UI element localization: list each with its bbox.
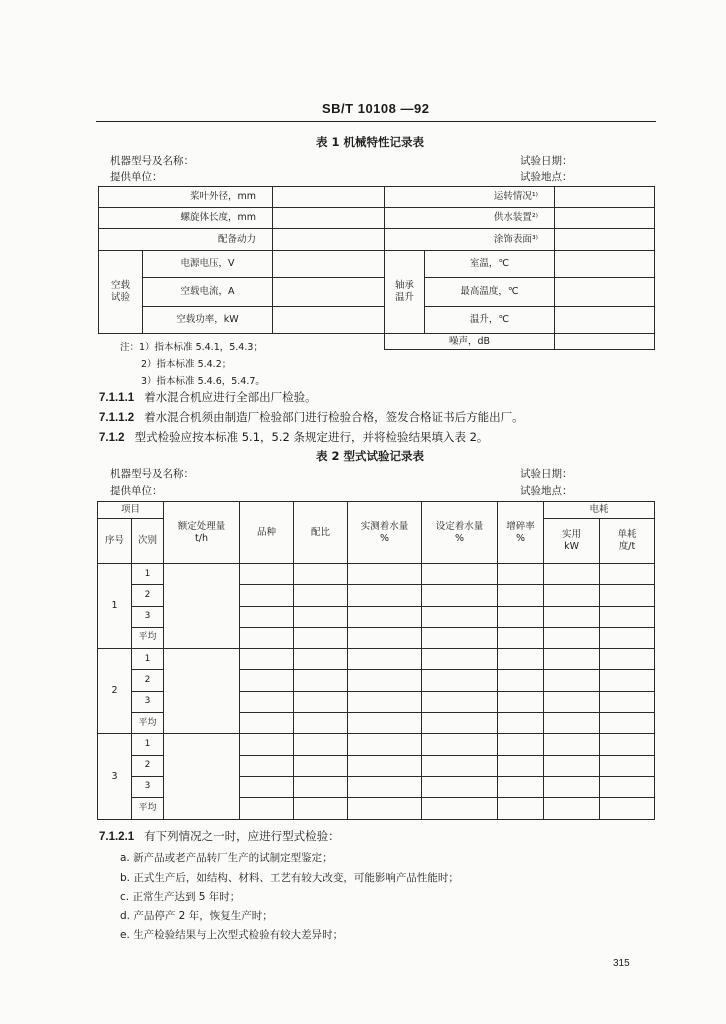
t2-data-cell[interactable] xyxy=(544,564,600,585)
t1-max-temp-label: 最高温度，℃ xyxy=(425,278,555,307)
t2-trial-cell: 2 xyxy=(132,585,164,606)
t2-breakage-unit: % xyxy=(516,532,526,544)
clause-7121-item-e: e. 生产检验结果与上次型式检验有较大差异时； xyxy=(120,929,344,941)
table1-note-3: 3）指本标准 5.4.6，5.4.7。 xyxy=(141,376,265,387)
t1-voltage-value[interactable] xyxy=(273,251,385,278)
table2-type-test-record xyxy=(97,501,655,820)
table1-date-label: 试验日期： xyxy=(520,155,573,167)
t2-trial-cell: 3 xyxy=(132,691,164,712)
t2-data-cell[interactable] xyxy=(544,670,600,691)
t2-data-cell[interactable] xyxy=(422,734,498,755)
t2-data-cell[interactable] xyxy=(498,798,544,819)
table-row xyxy=(98,649,655,670)
t2-data-cell[interactable] xyxy=(294,776,348,797)
clause-7121 xyxy=(99,828,340,844)
t2-breakage-header xyxy=(498,502,544,564)
clause-7112 xyxy=(99,409,524,425)
t2-trial-cell: 平均 xyxy=(132,713,164,734)
t2-breakage-label: 增碎率 xyxy=(506,520,535,532)
t2-data-cell[interactable] xyxy=(498,627,544,648)
t2-data-cell[interactable] xyxy=(544,691,600,712)
t2-data-cell[interactable] xyxy=(422,755,498,776)
t2-trial-cell: 平均 xyxy=(132,798,164,819)
t2-data-cell[interactable] xyxy=(294,755,348,776)
t2-data-cell[interactable] xyxy=(294,691,348,712)
t2-trial-cell: 3 xyxy=(132,606,164,627)
t2-data-cell[interactable] xyxy=(294,564,348,585)
t2-data-cell[interactable] xyxy=(294,713,348,734)
t2-rated-capacity-cell[interactable] xyxy=(164,564,240,649)
clause-712-text: 型式检验应按本标准 5.1，5.2 条规定进行，并将检验结果填入表 2。 xyxy=(134,430,489,444)
t1-noload-group: 空载试验 xyxy=(99,251,143,334)
t2-data-cell[interactable] xyxy=(240,585,294,606)
t1-current-value[interactable] xyxy=(273,278,385,307)
t1-noload-power-value[interactable] xyxy=(273,307,385,334)
t2-data-cell[interactable] xyxy=(544,755,600,776)
table1-model-label: 机器型号及名称： xyxy=(110,155,194,167)
t2-set-water-label: 设定着水量 xyxy=(435,520,484,532)
clause-7121-item-a: a. 新产品或老产品转厂生产的试制定型鉴定； xyxy=(120,852,333,864)
t2-seq-cell: 2 xyxy=(98,649,132,734)
t2-data-cell[interactable] xyxy=(240,691,294,712)
t2-data-cell[interactable] xyxy=(348,734,422,755)
t2-data-cell[interactable] xyxy=(498,691,544,712)
t2-actual-use-header xyxy=(544,519,600,564)
t1-water-device-label: 供水装置²⁾ xyxy=(385,208,555,229)
t1-running-value[interactable] xyxy=(555,187,655,208)
t2-data-cell[interactable] xyxy=(544,734,600,755)
t2-seq-cell: 3 xyxy=(98,734,132,819)
table2-supplier-label: 提供单位： xyxy=(110,485,163,497)
t2-data-cell[interactable] xyxy=(294,798,348,819)
t2-data-cell[interactable] xyxy=(294,670,348,691)
table1-place-label: 试验地点： xyxy=(520,171,573,183)
t2-ratio-header: 配比 xyxy=(294,502,348,564)
t1-room-temp-label: 室温，℃ xyxy=(425,251,555,278)
table1-note-2: 2）指本标准 5.4.2； xyxy=(141,359,232,370)
page-number: 315 xyxy=(613,958,630,969)
t2-data-cell[interactable] xyxy=(348,627,422,648)
t2-data-cell[interactable] xyxy=(422,670,498,691)
table1-title: 表 1 机械特性记录表 xyxy=(316,135,425,149)
t2-data-cell[interactable] xyxy=(348,713,422,734)
t1-running-label: 运转情况¹⁾ xyxy=(385,187,555,208)
t2-data-cell[interactable] xyxy=(240,734,294,755)
t2-data-cell[interactable] xyxy=(600,670,655,691)
clause-7112-num: 7.1.1.2 xyxy=(99,412,135,424)
t2-data-cell[interactable] xyxy=(348,691,422,712)
t2-data-cell[interactable] xyxy=(240,755,294,776)
t2-data-cell[interactable] xyxy=(294,606,348,627)
t2-data-cell[interactable] xyxy=(240,627,294,648)
t2-trial-cell: 1 xyxy=(132,564,164,585)
t1-coating-label: 涂饰表面³⁾ xyxy=(385,229,555,251)
t1-temp-rise-label: 温升，℃ xyxy=(425,307,555,334)
t2-trial-header: 次别 xyxy=(132,519,164,564)
t1-voltage-label: 电源电压，V xyxy=(143,251,273,278)
clause-7111-text: 着水混合机应进行全部出厂检验。 xyxy=(144,390,317,404)
t1-coating-value[interactable] xyxy=(555,229,655,251)
clause-7121-num: 7.1.2.1 xyxy=(99,831,135,843)
t1-spiral-value[interactable] xyxy=(273,208,385,229)
t2-data-cell[interactable] xyxy=(240,670,294,691)
t2-body xyxy=(98,564,655,820)
t2-actual-use-label: 实用 xyxy=(562,529,582,541)
t2-unit-consumption-unit: 度/t xyxy=(618,541,636,552)
t2-trial-cell: 2 xyxy=(132,755,164,776)
t2-measured-water-unit: % xyxy=(380,532,390,544)
t2-data-cell[interactable] xyxy=(422,713,498,734)
t2-data-cell[interactable] xyxy=(600,606,655,627)
t2-data-cell[interactable] xyxy=(348,564,422,585)
table-row xyxy=(98,564,655,585)
t2-data-cell[interactable] xyxy=(600,798,655,819)
t2-data-cell[interactable] xyxy=(348,649,422,670)
table1-note-1: 注：1）指本标准 5.4.1，5.4.3； xyxy=(120,342,263,353)
t2-rated-capacity-unit: t/h xyxy=(195,532,208,544)
t2-data-cell[interactable] xyxy=(294,649,348,670)
t2-data-cell[interactable] xyxy=(240,798,294,819)
t2-set-water-unit: % xyxy=(455,532,465,544)
t2-data-cell[interactable] xyxy=(240,649,294,670)
table2-date-label: 试验日期： xyxy=(520,468,573,480)
t2-measured-water-header xyxy=(348,502,422,564)
t2-trial-cell: 3 xyxy=(132,776,164,797)
t2-rated-capacity-header xyxy=(164,502,240,564)
t2-data-cell[interactable] xyxy=(240,776,294,797)
t2-data-cell[interactable] xyxy=(544,713,600,734)
t2-data-cell[interactable] xyxy=(600,564,655,585)
t2-data-cell[interactable] xyxy=(348,755,422,776)
t2-data-cell[interactable] xyxy=(544,649,600,670)
t1-noise-label: 噪声，dB xyxy=(385,334,555,350)
t1-water-device-value[interactable] xyxy=(555,208,655,229)
t2-data-cell[interactable] xyxy=(544,627,600,648)
t2-data-cell[interactable] xyxy=(498,755,544,776)
t1-power-value[interactable] xyxy=(273,229,385,251)
t2-data-cell[interactable] xyxy=(600,755,655,776)
t2-data-cell[interactable] xyxy=(422,649,498,670)
table-row xyxy=(98,734,655,755)
t2-data-cell[interactable] xyxy=(422,776,498,797)
table1-supplier-label: 提供单位： xyxy=(110,171,163,183)
t2-data-cell[interactable] xyxy=(348,606,422,627)
clause-7121-text: 有下列情况之一时，应进行型式检验： xyxy=(144,829,340,843)
t2-data-cell[interactable] xyxy=(422,627,498,648)
t1-noise-value[interactable] xyxy=(555,334,655,350)
t2-data-cell[interactable] xyxy=(498,606,544,627)
t2-data-cell[interactable] xyxy=(498,670,544,691)
t2-data-cell[interactable] xyxy=(498,713,544,734)
t2-data-cell[interactable] xyxy=(240,713,294,734)
t1-spiral-label: 螺旋体长度，mm xyxy=(99,208,273,229)
t2-data-cell[interactable] xyxy=(422,691,498,712)
t1-max-temp-value[interactable] xyxy=(555,278,655,307)
clause-712-num: 7.1.2 xyxy=(99,432,125,444)
clause-7121-item-c: c. 正常生产达到 5 年时； xyxy=(120,891,241,903)
t2-data-cell[interactable] xyxy=(348,798,422,819)
t1-power-label: 配备动力 xyxy=(99,229,273,251)
t2-actual-use-unit: kW xyxy=(564,541,579,552)
t1-bearing-group: 轴承温升 xyxy=(385,251,425,334)
t2-data-cell[interactable] xyxy=(422,798,498,819)
t2-data-cell[interactable] xyxy=(348,670,422,691)
clause-7111 xyxy=(99,389,317,405)
t1-room-temp-value[interactable] xyxy=(555,251,655,278)
clause-7121-item-d: d. 产品停产 2 年，恢复生产时； xyxy=(120,910,273,922)
t2-trial-cell: 2 xyxy=(132,670,164,691)
t2-data-cell[interactable] xyxy=(544,798,600,819)
t2-power-consumption-header: 电耗 xyxy=(544,502,655,519)
t1-impeller-label: 桨叶外径，mm xyxy=(99,187,273,208)
t2-data-cell[interactable] xyxy=(348,585,422,606)
t2-measured-water-label: 实测着水量 xyxy=(360,520,409,532)
t2-set-water-header xyxy=(422,502,498,564)
standard-code: SB/T 10108 —92 xyxy=(322,101,430,116)
t2-trial-cell: 平均 xyxy=(132,627,164,648)
t2-data-cell[interactable] xyxy=(600,627,655,648)
t2-data-cell[interactable] xyxy=(498,734,544,755)
t2-trial-cell: 1 xyxy=(132,734,164,755)
table1-mechanical-characteristics xyxy=(98,186,655,350)
clause-7112-text: 着水混合机须由制造厂检验部门进行检验合格，签发合格证书后方能出厂。 xyxy=(144,410,524,424)
t2-seq-cell: 1 xyxy=(98,564,132,649)
t2-rated-capacity-label: 额定处理量 xyxy=(177,520,226,532)
t2-seq-header: 序号 xyxy=(98,519,132,564)
clause-7111-num: 7.1.1.1 xyxy=(99,392,135,404)
t1-noload-power-label: 空载功率，kW xyxy=(143,307,273,334)
t2-data-cell[interactable] xyxy=(294,734,348,755)
table2-model-label: 机器型号及名称： xyxy=(110,468,194,480)
clause-7121-item-b: b. 正式生产后，如结构、材料、工艺有较大改变，可能影响产品性能时； xyxy=(120,872,459,884)
t2-data-cell[interactable] xyxy=(294,627,348,648)
t2-data-cell[interactable] xyxy=(422,606,498,627)
t2-data-cell[interactable] xyxy=(422,585,498,606)
t2-data-cell[interactable] xyxy=(544,606,600,627)
t2-data-cell[interactable] xyxy=(600,691,655,712)
t2-rated-capacity-cell[interactable] xyxy=(164,734,240,819)
t2-data-cell[interactable] xyxy=(600,585,655,606)
t2-data-cell[interactable] xyxy=(600,713,655,734)
clause-712 xyxy=(99,429,488,445)
t2-data-cell[interactable] xyxy=(294,585,348,606)
t2-rated-capacity-cell[interactable] xyxy=(164,649,240,734)
t1-impeller-value[interactable] xyxy=(273,187,385,208)
t2-data-cell[interactable] xyxy=(600,734,655,755)
t2-data-cell[interactable] xyxy=(600,776,655,797)
t2-item-header: 项目 xyxy=(98,502,164,519)
t2-data-cell[interactable] xyxy=(422,564,498,585)
t2-trial-cell: 1 xyxy=(132,649,164,670)
header-rule xyxy=(96,121,656,122)
t2-unit-consumption-label: 单耗 xyxy=(617,529,637,541)
t2-data-cell[interactable] xyxy=(498,585,544,606)
t2-data-cell[interactable] xyxy=(498,564,544,585)
t2-unit-consumption-header xyxy=(600,519,655,564)
table2-title: 表 2 型式试验记录表 xyxy=(316,449,425,463)
t2-data-cell[interactable] xyxy=(600,649,655,670)
t2-data-cell[interactable] xyxy=(348,776,422,797)
t2-data-cell[interactable] xyxy=(240,606,294,627)
t1-temp-rise-value[interactable] xyxy=(555,307,655,334)
t2-data-cell[interactable] xyxy=(240,564,294,585)
t2-data-cell[interactable] xyxy=(544,585,600,606)
t1-current-label: 空载电流，A xyxy=(143,278,273,307)
t2-data-cell[interactable] xyxy=(498,649,544,670)
t2-variety-header: 品种 xyxy=(240,502,294,564)
table2-place-label: 试验地点： xyxy=(520,485,573,497)
t2-data-cell[interactable] xyxy=(544,776,600,797)
t2-data-cell[interactable] xyxy=(498,776,544,797)
